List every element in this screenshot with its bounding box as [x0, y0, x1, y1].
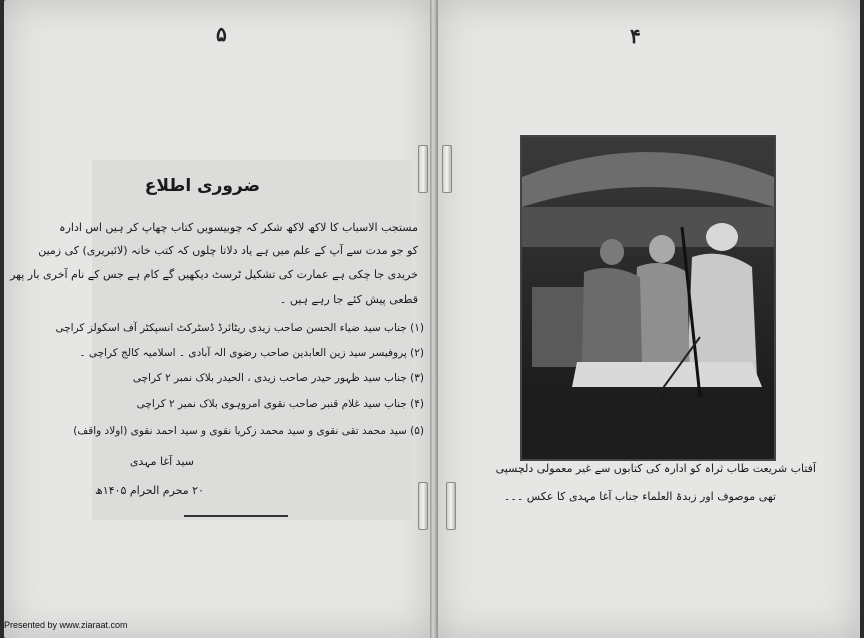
paragraph-line: خریدی جا چکی ہے عمارت کی تشکیل ٹرسٹ دیکھیں گے کام ہے جس کے نام آخری بار پھر [10, 268, 418, 281]
photograph [520, 135, 776, 461]
photo-caption-line: آفتاب شریعت طاب ثراہ کو ادارہ کی کتابوں سے غیر معمولی دلچسپی [495, 462, 816, 475]
staple-icon [442, 145, 452, 193]
page-number-right: ۴ [630, 24, 641, 48]
staple-icon [418, 145, 428, 193]
signature: سید آغا مہدی [129, 455, 194, 468]
trustee-item: (۳) جناب سید ظہور حیدر صاحب زیدی ، الحیدر بلاک نمبر ۲ کراچی [132, 372, 424, 384]
watermark: Presented by www.ziaraat.com [4, 620, 128, 630]
divider [184, 515, 288, 517]
trustee-item: (۱) جناب سید ضیاء الحسن صاحب زیدی ریٹائرڈ ڈسٹرکٹ انسپکٹر آف اسکولز کراچی [55, 322, 424, 334]
notice-heading: ضروری اطلاع [144, 176, 260, 196]
photograph-image [522, 137, 774, 459]
staple-icon [418, 482, 428, 530]
trustee-item: (۴) جناب سید غلام قنبر صاحب نقوی امروہوی بلاک نمبر ۲ کراچی [136, 398, 424, 410]
page-number-left: ۵ [216, 22, 227, 46]
trustee-item: (۵) سید محمد تقی نقوی و سید محمد زکریا نقوی و سید احمد نقوی (اولاد واقف) [73, 425, 424, 437]
paragraph-line: مستجب الاسباب کا لاکھ لاکھ شکر کہ چوبیسویں کتاب چھاپ کر ہیں اس ادارہ [59, 221, 418, 234]
date-line: ۲۰ محرم الحرام ۱۴۰۵ھ [95, 484, 204, 497]
trustee-item: (۲) پروفیسر سید زین العابدین صاحب رضوی الہ آبادی ۔ اسلامیہ کالج کراچی ۔ [79, 347, 424, 359]
book-spine [430, 0, 438, 638]
paragraph-line: کو جو مدت سے آپ کے علم میں ہے یاد دلاتا چلوں کہ کتب خانہ (لائبریری) کی زمین [38, 244, 418, 257]
staple-icon [446, 482, 456, 530]
paragraph-line: قطعی پیش کئے جا رہے ہیں ۔ [279, 293, 418, 306]
photo-caption-line: تھی موصوف اور زبدۃ العلماء جناب آغا مہدی کا عکس ۔۔۔ [503, 490, 776, 503]
